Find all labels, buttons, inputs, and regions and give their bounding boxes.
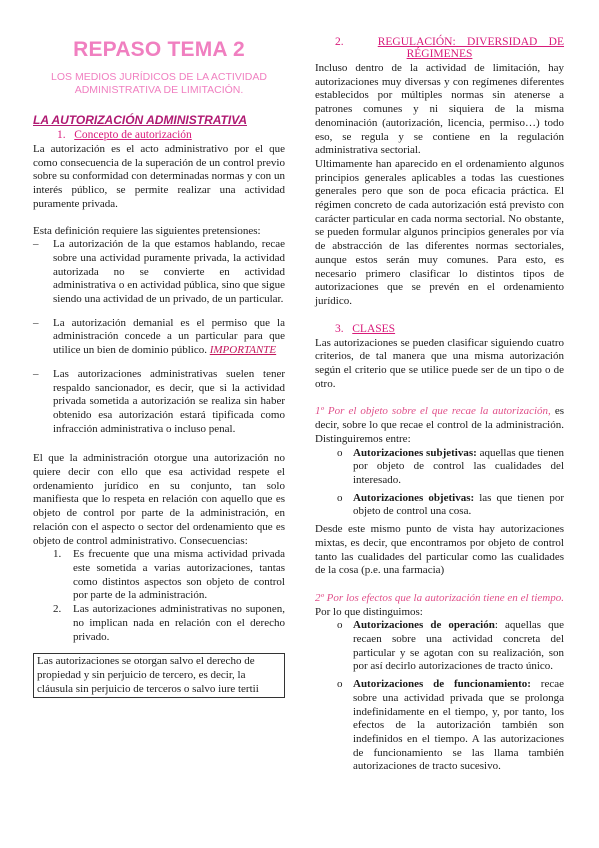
- heading-text: Concepto de autorización: [74, 129, 192, 141]
- list-item-text: : aquellas que recaen sobre una actividad concreta del particular y se agotan con su realización, son por así decirlo autorizaciones de tracto único.: [353, 619, 564, 673]
- paragraph-regulacion-2: Ultimamente han aparecido en el ordenamiento algunos principios generales aplicables a todas las cuestiones generales pero que son de poca eficacia práctica. El régimen concreto de cada autorización está previsto con carácter particular en cada norma sectorial. No obstante, se pueden formular algunos principios generales por vía de abstracción de las diferentes normas sectoriales, aunque estos serán muy comunes. Para esto, es necesario primero clasificar lo distintos tipos de autorizaciones que se prevén en el ordenamiento jurídico.: [315, 157, 564, 307]
- list-item: [33, 603, 285, 644]
- paragraph-requirements: Esta definición requiere las siguientes pretensiones:: [33, 224, 261, 237]
- heading-clases: [315, 323, 564, 335]
- list-item-text: Es frecuente que una misma actividad privada este sometida a varias autorizaciones, tantas como distintos aspectos son objeto de control por parte de la administración.: [73, 548, 285, 602]
- paragraph-regulacion-1: Incluso dentro de la actividad de limitación, hay autorizaciones muy diversas y con regímenes diferentes establecidos por múltiples normas sin atenerse a patrones comunes y ni siquiera de la misma denominación (autorización, licencia, permiso…) todo eso, se regula y se contiene en la regulación administrativa sectorial.: [315, 62, 564, 157]
- heading-text: REGULACIÓN: DIVERSIDAD DE: [377, 36, 565, 48]
- paragraph-mixtas: Desde este mismo punto de vista hay autorizaciones mixtas, es decir, que encontramos por objeto de control tanto las cualidades del particular como las cualidades de la cosa (p.e. una farmacia): [315, 523, 564, 577]
- list-item: [315, 619, 564, 674]
- boxed-note: Las autorizaciones se otorgan salvo el derecho de propiedad y sin perjuicio de tercero, es decir, la cláusula sin perjuicio de terceros o salvo iure tertii: [33, 653, 285, 698]
- heading-concepto: [33, 129, 285, 141]
- list-item: [33, 317, 285, 358]
- document-subtitle: LOS MEDIOS JURÍDICOS DE LA ACTIVIDAD ADMINISTRATIVA DE LIMITACIÓN.: [51, 71, 267, 96]
- heading-number: 1.: [57, 129, 66, 141]
- section-heading: LA AUTORIZACIÓN ADMINISTRATIVA: [33, 113, 247, 127]
- list-item-text: Las autorizaciones administrativas no suponen, no implican nada en relación con el derecho privado.: [73, 603, 285, 643]
- important-label: IMPORTANTE: [209, 344, 277, 357]
- criterion-2-text: Por lo que distinguimos:: [315, 605, 423, 618]
- list-item: [33, 368, 285, 437]
- list-item-text: aquellas que tienen por objeto de control las cualidades del interesado.: [353, 446, 564, 486]
- heading-number: 3.: [335, 322, 344, 335]
- paragraph-clases: Las autorizaciones se pueden clasificar siguiendo cuatro criterios, de tal manera que una misma autorización según el criterio que se utilice puede ser de un tipo o de otro.: [315, 336, 564, 390]
- criterion-1-list: [315, 447, 564, 520]
- list-item-term: Autorizaciones de operación: [353, 619, 495, 632]
- list-item: [33, 548, 285, 603]
- criterion-2: [315, 592, 564, 619]
- heading-number: 2.: [335, 36, 344, 48]
- list-item: [33, 238, 285, 307]
- list-item-text: recae sobre una actividad privada que se prolonga indefinidamente en el tiempo, y, por tanto, los efectos de la autorización también son indefinidos en el tiempo. A las autorizaciones de funcionamiento se las llama también autorizaciones de tracto sucesivo.: [353, 678, 564, 773]
- right-column: [315, 36, 564, 778]
- document-title: REPASO TEMA 2: [73, 38, 245, 61]
- consequences-list: [33, 548, 285, 644]
- left-column: [33, 38, 285, 698]
- paragraph-definition: La autorización es el acto administrativo por el que como consecuencia de la superación de un control previo sobre su conformidad con determinadas normas y con un interés público, se permite realizar una actividad puramente privada.: [33, 143, 285, 210]
- list-item-text: La autorización de la que estamos hablando, recae sobre una actividad puramente privada, la actividad autorizada no se convierte en actividad administrativa o en actividad pública, sino que sigue siendo una actividad de un privado, de un particular.: [53, 238, 285, 306]
- list-item-term: Autorizaciones objetivas:: [353, 491, 475, 504]
- requirements-list: [33, 238, 285, 436]
- heading-text: CLASES: [352, 322, 396, 335]
- list-item-text: La autorización demanial es el permiso que la administración concede a un particular para que utilice un bien de dominio público.: [53, 316, 285, 357]
- paragraph-consequences: El que la administración otorgue una autorización no quiere decir con ello que esa actividad respete el ordenamiento jurídico en su conjunto, tan solo manifiesta que lo respeta en relación con aquello que es objeto de control por parte de la administración, en relación con el aspecto o sector del ordenamiento que es objeto de control administrativo. Consecuencias:: [33, 452, 285, 547]
- criterion-2-list: [315, 619, 564, 774]
- list-item-text: las que tienen por objeto de control una cosa.: [353, 491, 564, 518]
- list-item: [315, 678, 564, 774]
- list-item-text: Las autorizaciones administrativas suelen tener respaldo sancionador, es decir, que si la actividad privada sometida a autorización se realiza sin haber obtenido esa autorización estará tipificada como infracción administrativa o incluso penal.: [53, 367, 285, 435]
- heading-regulacion-line1: [315, 36, 564, 48]
- list-number: 2.: [53, 603, 62, 616]
- heading-regulacion-line2: RÉGIMENES: [406, 48, 473, 60]
- criterion-1-text: es decir, sobre lo que recae el control de la administración. Distinguiremos entre:: [315, 405, 564, 445]
- criterion-1: [315, 405, 564, 446]
- list-item: [315, 492, 564, 519]
- criterion-2-title: 2º Por los efectos que la autorización tiene en el tiempo.: [315, 591, 564, 604]
- list-item-term: Autorizaciones de funcionamiento:: [353, 678, 531, 691]
- list-item: [315, 447, 564, 488]
- list-item-term: Autorizaciones subjetivas:: [353, 446, 477, 459]
- list-number: 1.: [53, 548, 62, 561]
- criterion-1-title: 1º Por el objeto sobre el que recae la autorización,: [315, 405, 551, 418]
